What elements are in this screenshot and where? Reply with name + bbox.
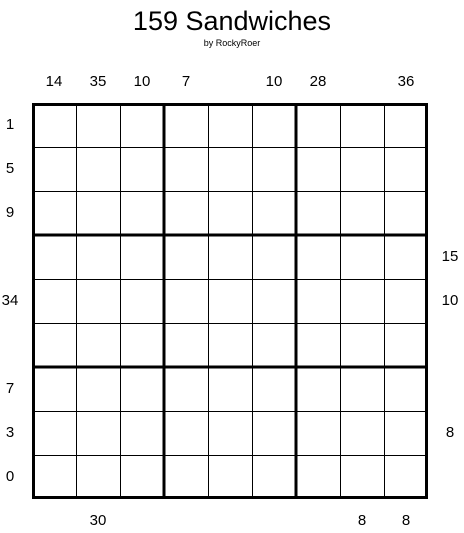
top-clue: 35 bbox=[89, 73, 107, 90]
grid-cell[interactable] bbox=[208, 455, 252, 499]
grid-cell[interactable] bbox=[296, 367, 340, 411]
grid-cell[interactable] bbox=[252, 191, 296, 235]
grid-cell[interactable] bbox=[252, 455, 296, 499]
grid-cell[interactable] bbox=[164, 411, 208, 455]
left-clue: 3 bbox=[5, 424, 15, 441]
grid-cell[interactable] bbox=[296, 411, 340, 455]
top-clue: 14 bbox=[45, 73, 63, 90]
grid-cell[interactable] bbox=[120, 103, 164, 147]
grid-cell[interactable] bbox=[384, 103, 428, 147]
top-clue: 7 bbox=[181, 73, 191, 90]
grid-cell[interactable] bbox=[76, 367, 120, 411]
grid-cell[interactable] bbox=[76, 455, 120, 499]
bottom-clue bbox=[120, 512, 164, 530]
top-clue: 10 bbox=[133, 73, 151, 90]
grid-cell[interactable] bbox=[164, 367, 208, 411]
top-clue bbox=[340, 73, 384, 91]
grid-cell[interactable] bbox=[340, 191, 384, 235]
grid-cell[interactable] bbox=[32, 455, 76, 499]
grid-cell[interactable] bbox=[164, 455, 208, 499]
right-clue bbox=[436, 160, 464, 178]
grid-cell[interactable] bbox=[340, 279, 384, 323]
bottom-clue bbox=[296, 512, 340, 530]
grid-cell[interactable] bbox=[296, 279, 340, 323]
grid-cell[interactable] bbox=[120, 367, 164, 411]
left-clue bbox=[0, 336, 20, 354]
right-clue bbox=[436, 204, 464, 222]
right-clue bbox=[436, 380, 464, 398]
grid-cell[interactable] bbox=[296, 235, 340, 279]
grid-cell[interactable] bbox=[120, 235, 164, 279]
grid-cell[interactable] bbox=[76, 279, 120, 323]
grid-cell[interactable] bbox=[252, 411, 296, 455]
grid-cell[interactable] bbox=[340, 411, 384, 455]
bottom-clue bbox=[164, 512, 208, 530]
right-clue: 8 bbox=[445, 424, 455, 441]
grid-cell[interactable] bbox=[252, 103, 296, 147]
grid-cell[interactable] bbox=[340, 103, 384, 147]
grid-cell[interactable] bbox=[164, 103, 208, 147]
grid-cell[interactable] bbox=[384, 323, 428, 367]
grid-cell[interactable] bbox=[76, 411, 120, 455]
grid-cell[interactable] bbox=[32, 279, 76, 323]
grid-cell[interactable] bbox=[252, 147, 296, 191]
sudoku-grid bbox=[32, 103, 428, 499]
grid-cell[interactable] bbox=[384, 455, 428, 499]
grid-cell[interactable] bbox=[384, 235, 428, 279]
grid-cell[interactable] bbox=[208, 323, 252, 367]
grid-cell[interactable] bbox=[164, 191, 208, 235]
grid-cell[interactable] bbox=[340, 235, 384, 279]
grid-cell[interactable] bbox=[252, 367, 296, 411]
left-clue: 34 bbox=[1, 292, 19, 309]
grid-cell[interactable] bbox=[120, 455, 164, 499]
grid-cell[interactable] bbox=[296, 191, 340, 235]
grid-cell[interactable] bbox=[296, 147, 340, 191]
grid-cell[interactable] bbox=[252, 323, 296, 367]
grid-cell[interactable] bbox=[384, 279, 428, 323]
grid-cell[interactable] bbox=[164, 279, 208, 323]
grid-cell[interactable] bbox=[164, 147, 208, 191]
right-clue bbox=[436, 468, 464, 486]
grid-cell[interactable] bbox=[208, 235, 252, 279]
right-clue: 10 bbox=[441, 292, 459, 309]
grid-cell[interactable] bbox=[384, 367, 428, 411]
top-clue: 28 bbox=[309, 73, 327, 90]
grid-cell[interactable] bbox=[76, 147, 120, 191]
grid-cell[interactable] bbox=[120, 147, 164, 191]
grid-cell[interactable] bbox=[384, 147, 428, 191]
bottom-clue: 30 bbox=[89, 512, 107, 529]
grid-cell[interactable] bbox=[384, 191, 428, 235]
grid-cell[interactable] bbox=[76, 191, 120, 235]
bottom-clue bbox=[252, 512, 296, 530]
grid-cell[interactable] bbox=[120, 323, 164, 367]
grid-cell[interactable] bbox=[120, 191, 164, 235]
grid-cell[interactable] bbox=[32, 235, 76, 279]
top-clue: 36 bbox=[397, 73, 415, 90]
grid-cell[interactable] bbox=[208, 191, 252, 235]
grid-cell[interactable] bbox=[164, 323, 208, 367]
grid-cell[interactable] bbox=[32, 323, 76, 367]
left-clue bbox=[0, 248, 20, 266]
grid-cell[interactable] bbox=[340, 367, 384, 411]
top-clue: 10 bbox=[265, 73, 283, 90]
left-clue: 7 bbox=[5, 380, 15, 397]
right-clue bbox=[436, 336, 464, 354]
grid-cell[interactable] bbox=[76, 323, 120, 367]
grid-cell[interactable] bbox=[340, 147, 384, 191]
grid-cell[interactable] bbox=[32, 147, 76, 191]
grid-cell[interactable] bbox=[252, 279, 296, 323]
grid-cell[interactable] bbox=[164, 235, 208, 279]
grid-cell[interactable] bbox=[296, 323, 340, 367]
grid-cell[interactable] bbox=[208, 367, 252, 411]
left-clue: 0 bbox=[5, 468, 15, 485]
left-clue: 1 bbox=[5, 116, 15, 133]
top-clue bbox=[208, 73, 252, 91]
grid-cell[interactable] bbox=[296, 455, 340, 499]
grid-cell[interactable] bbox=[208, 279, 252, 323]
bottom-clue: 8 bbox=[357, 512, 367, 529]
grid-cell[interactable] bbox=[120, 279, 164, 323]
grid-cell[interactable] bbox=[252, 235, 296, 279]
grid-cell[interactable] bbox=[384, 411, 428, 455]
grid-cell[interactable] bbox=[32, 191, 76, 235]
grid-cell[interactable] bbox=[32, 367, 76, 411]
right-clue: 15 bbox=[441, 248, 459, 265]
bottom-clue bbox=[208, 512, 252, 530]
bottom-clue: 8 bbox=[401, 512, 411, 529]
grid-cell[interactable] bbox=[208, 411, 252, 455]
grid-cell[interactable] bbox=[76, 103, 120, 147]
right-clue bbox=[436, 116, 464, 134]
bottom-clue bbox=[32, 512, 76, 530]
grid-cell[interactable] bbox=[296, 103, 340, 147]
grid-cell[interactable] bbox=[76, 235, 120, 279]
puzzle-title: 159 Sandwiches bbox=[132, 6, 332, 36]
grid-cell[interactable] bbox=[340, 323, 384, 367]
grid-cell[interactable] bbox=[208, 147, 252, 191]
grid-cell[interactable] bbox=[208, 103, 252, 147]
left-clue: 9 bbox=[5, 204, 15, 221]
grid-cell[interactable] bbox=[120, 411, 164, 455]
grid-cell[interactable] bbox=[340, 455, 384, 499]
grid-cell[interactable] bbox=[32, 103, 76, 147]
puzzle-author: by RockyRoer bbox=[203, 38, 261, 48]
grid-cell[interactable] bbox=[32, 411, 76, 455]
left-clue: 5 bbox=[5, 160, 15, 177]
